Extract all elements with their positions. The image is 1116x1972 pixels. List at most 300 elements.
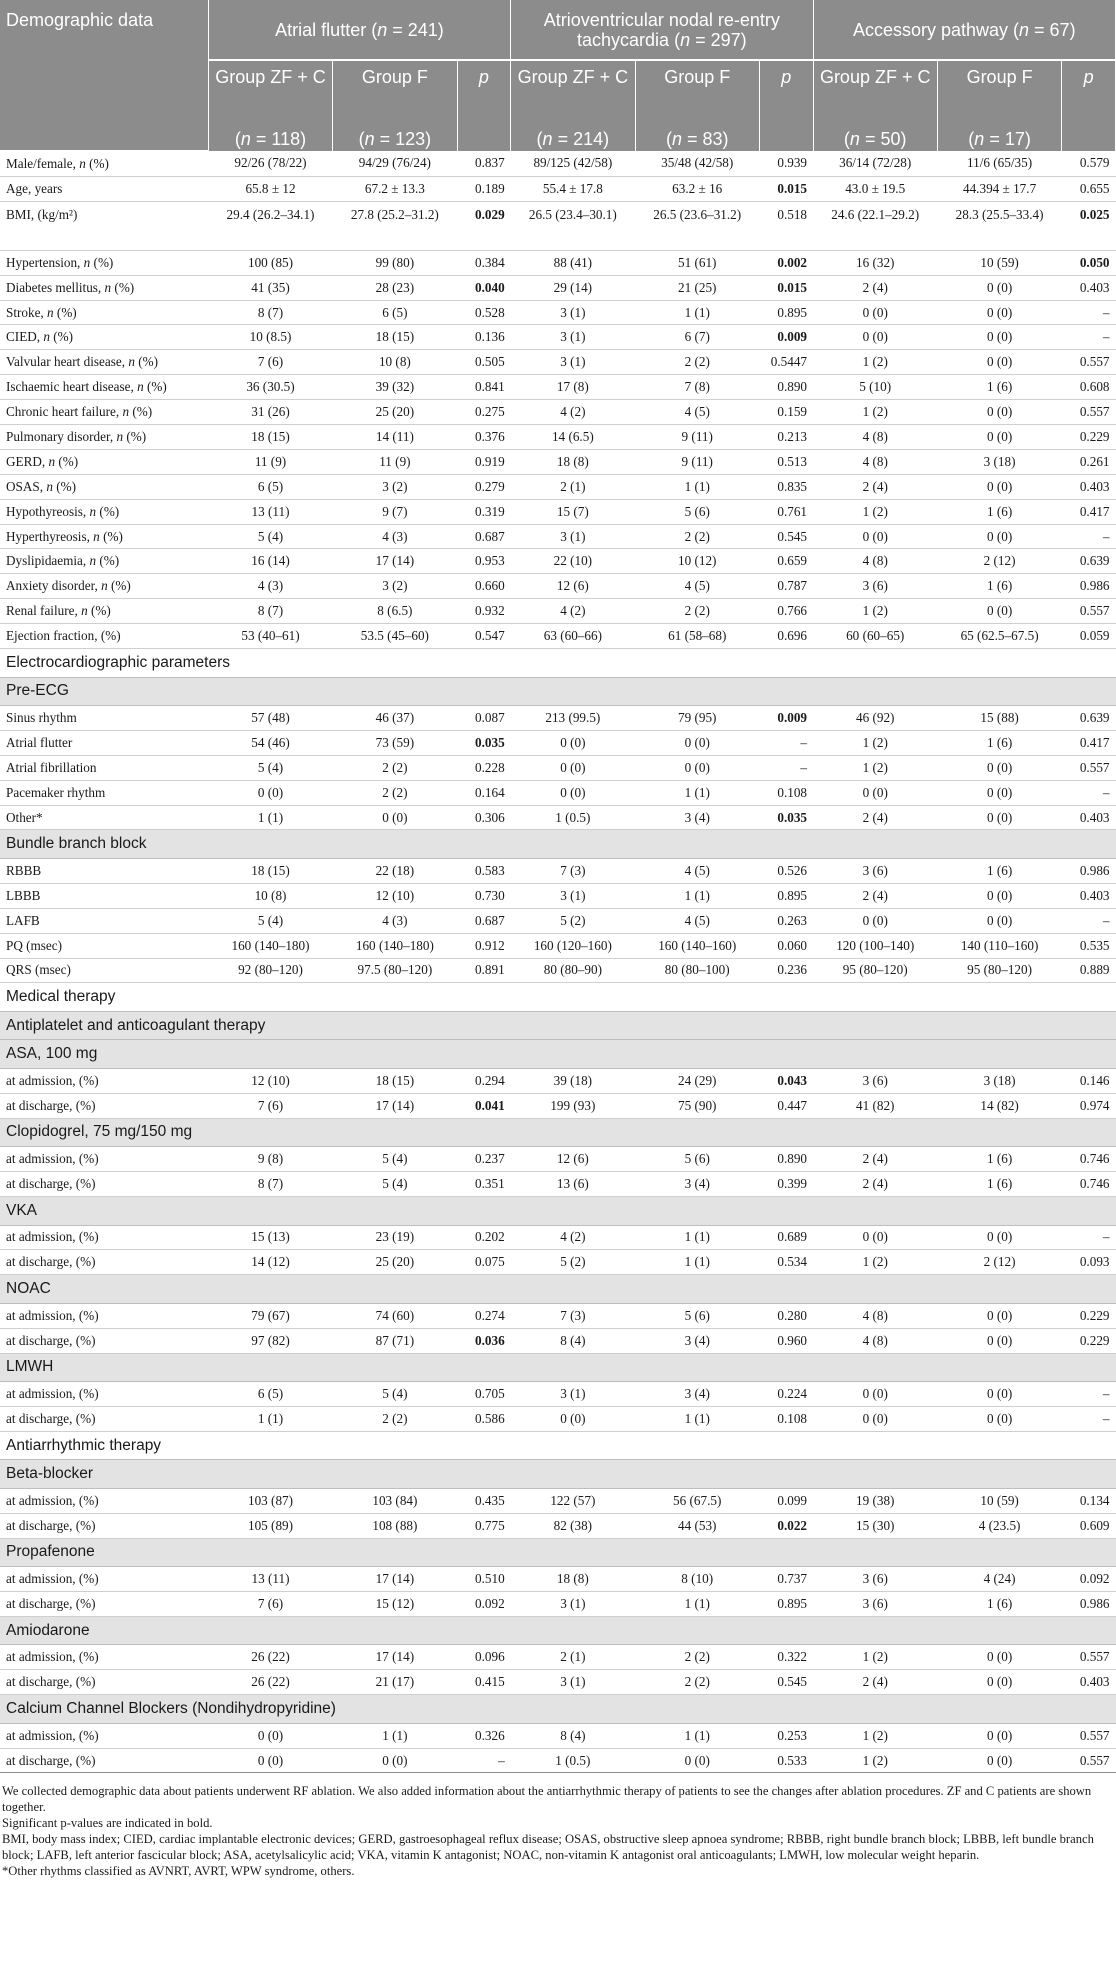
- header-n: (n = 123): [333, 116, 457, 151]
- value-cell: 22 (18): [333, 858, 457, 883]
- section-label: Medical therapy: [0, 983, 1116, 1012]
- value-cell: 15 (88): [937, 706, 1061, 731]
- value-cell: 0 (0): [635, 755, 759, 780]
- table-row: [0, 425, 1116, 450]
- table-row: [0, 805, 1116, 830]
- table-row: [0, 780, 1116, 805]
- value-cell: 140 (110–160): [937, 933, 1061, 958]
- p-value-cell: 0.229: [1062, 1303, 1116, 1328]
- value-cell: 1 (1): [635, 883, 759, 908]
- value-cell: 4 (5): [635, 574, 759, 599]
- value-cell: 57 (48): [208, 706, 332, 731]
- p-value-cell: 0.889: [1062, 958, 1116, 983]
- p-value-cell: 0.557: [1062, 599, 1116, 624]
- p-value-cell: 0.534: [759, 1250, 813, 1275]
- p-value-cell: 0.687: [457, 524, 511, 549]
- header-group: Atrioventricular nodal re-entry tachycardia (n = 297): [511, 0, 813, 60]
- table-body: [0, 151, 1116, 1773]
- p-value-cell: 0.059: [1062, 624, 1116, 649]
- p-value-cell: 0.108: [759, 780, 813, 805]
- p-value-cell: 0.275: [457, 400, 511, 425]
- p-value-cell: 0.224: [759, 1382, 813, 1407]
- value-cell: 0 (0): [813, 325, 937, 350]
- row-label: Dyslipidaemia, n (%): [0, 549, 208, 574]
- value-cell: 0 (0): [937, 300, 1061, 325]
- value-cell: 89/125 (42/58): [511, 151, 635, 176]
- value-cell: 55.4 ± 17.8: [511, 176, 635, 201]
- p-value-cell: –: [457, 1748, 511, 1773]
- p-value-cell: 0.261: [1062, 449, 1116, 474]
- value-cell: 0 (0): [937, 1645, 1061, 1670]
- value-cell: 1 (0.5): [511, 805, 635, 830]
- value-cell: 5 (6): [635, 499, 759, 524]
- p-value-cell: 0.060: [759, 933, 813, 958]
- p-value-cell: 0.960: [759, 1328, 813, 1353]
- subsection-label: ASA, 100 mg: [0, 1040, 1116, 1069]
- value-cell: 1 (2): [813, 599, 937, 624]
- section-header-row: [0, 983, 1116, 1012]
- p-value-cell: 0.189: [457, 176, 511, 201]
- value-cell: 27.8 (25.2–31.2): [333, 201, 457, 250]
- row-label: LAFB: [0, 908, 208, 933]
- p-value-cell: 0.417: [1062, 730, 1116, 755]
- subsection-header-row: [0, 1040, 1116, 1069]
- p-value-cell: 0.041: [457, 1093, 511, 1118]
- value-cell: 2 (2): [333, 780, 457, 805]
- value-cell: 5 (2): [511, 1250, 635, 1275]
- p-value-cell: 0.586: [457, 1406, 511, 1431]
- subsection-label: Amiodarone: [0, 1616, 1116, 1645]
- value-cell: 1 (1): [635, 1406, 759, 1431]
- value-cell: 39 (18): [511, 1068, 635, 1093]
- value-cell: 4 (5): [635, 858, 759, 883]
- value-cell: 0 (0): [937, 1748, 1061, 1773]
- value-cell: 0 (0): [937, 755, 1061, 780]
- value-cell: 4 (24): [937, 1567, 1061, 1592]
- table-row: [0, 1567, 1116, 1592]
- row-label: GERD, n (%): [0, 449, 208, 474]
- value-cell: 39 (32): [333, 375, 457, 400]
- table-row: [0, 449, 1116, 474]
- value-cell: 74 (60): [333, 1303, 457, 1328]
- header-subgroup: Group ZF + C: [208, 60, 332, 116]
- row-label: Ejection fraction, (%): [0, 624, 208, 649]
- row-label: Atrial flutter: [0, 730, 208, 755]
- value-cell: 3 (2): [333, 574, 457, 599]
- p-value-cell: 0.002: [759, 250, 813, 275]
- p-value-cell: 0.022: [759, 1513, 813, 1538]
- row-label: at admission, (%): [0, 1567, 208, 1592]
- p-value-cell: 0.746: [1062, 1147, 1116, 1172]
- p-value-cell: –: [1062, 524, 1116, 549]
- p-value-cell: –: [1062, 325, 1116, 350]
- value-cell: 21 (25): [635, 275, 759, 300]
- row-label: Other*: [0, 805, 208, 830]
- header-n-empty: [457, 116, 511, 151]
- value-cell: 13 (6): [511, 1172, 635, 1197]
- value-cell: 10 (59): [937, 250, 1061, 275]
- p-value-cell: 0.895: [759, 883, 813, 908]
- value-cell: 0 (0): [333, 805, 457, 830]
- value-cell: 0 (0): [813, 300, 937, 325]
- p-value-cell: 0.136: [457, 325, 511, 350]
- value-cell: 0 (0): [208, 1723, 332, 1748]
- value-cell: 5 (6): [635, 1303, 759, 1328]
- subsection-header-row: [0, 1616, 1116, 1645]
- section-label: Electrocardiographic parameters: [0, 649, 1116, 678]
- header-group: Atrial flutter (n = 241): [208, 0, 510, 60]
- p-value-cell: 0.280: [759, 1303, 813, 1328]
- p-value-cell: 0.689: [759, 1225, 813, 1250]
- value-cell: 3 (1): [511, 1670, 635, 1695]
- row-label: at admission, (%): [0, 1382, 208, 1407]
- header-n: (n = 83): [635, 116, 759, 151]
- row-label: at discharge, (%): [0, 1748, 208, 1773]
- p-value-cell: 0.528: [457, 300, 511, 325]
- subsection-header-row: [0, 1011, 1116, 1040]
- value-cell: 1 (1): [635, 1723, 759, 1748]
- table-row: [0, 1303, 1116, 1328]
- p-value-cell: 0.403: [1062, 474, 1116, 499]
- p-value-cell: 0.015: [759, 176, 813, 201]
- value-cell: 60 (60–65): [813, 624, 937, 649]
- value-cell: 0 (0): [937, 1328, 1061, 1353]
- value-cell: 17 (14): [333, 1567, 457, 1592]
- value-cell: 15 (7): [511, 499, 635, 524]
- p-value-cell: 0.775: [457, 1513, 511, 1538]
- value-cell: 0 (0): [511, 1406, 635, 1431]
- value-cell: 120 (100–140): [813, 933, 937, 958]
- value-cell: 29 (14): [511, 275, 635, 300]
- value-cell: 95 (80–120): [937, 958, 1061, 983]
- value-cell: 8 (4): [511, 1328, 635, 1353]
- value-cell: 12 (6): [511, 574, 635, 599]
- value-cell: 4 (8): [813, 425, 937, 450]
- p-value-cell: 0.229: [1062, 425, 1116, 450]
- value-cell: 61 (58–68): [635, 624, 759, 649]
- p-value-cell: 0.322: [759, 1645, 813, 1670]
- value-cell: 4 (8): [813, 1328, 937, 1353]
- value-cell: 2 (2): [333, 1406, 457, 1431]
- value-cell: 22 (10): [511, 549, 635, 574]
- value-cell: 15 (13): [208, 1225, 332, 1250]
- value-cell: 4 (2): [511, 599, 635, 624]
- value-cell: 4 (2): [511, 400, 635, 425]
- value-cell: 16 (32): [813, 250, 937, 275]
- value-cell: 105 (89): [208, 1513, 332, 1538]
- value-cell: 5 (4): [333, 1147, 457, 1172]
- value-cell: 46 (92): [813, 706, 937, 731]
- value-cell: 0 (0): [813, 1382, 937, 1407]
- value-cell: 1 (2): [813, 1723, 937, 1748]
- row-label: Hypertension, n (%): [0, 250, 208, 275]
- value-cell: 63 (60–66): [511, 624, 635, 649]
- value-cell: 0 (0): [937, 1670, 1061, 1695]
- table-row: [0, 858, 1116, 883]
- value-cell: 67.2 ± 13.3: [333, 176, 457, 201]
- row-label: Chronic heart failure, n (%): [0, 400, 208, 425]
- value-cell: 100 (85): [208, 250, 332, 275]
- header-n: (n = 17): [937, 116, 1061, 151]
- p-value-cell: 0.659: [759, 549, 813, 574]
- value-cell: 24.6 (22.1–29.2): [813, 201, 937, 250]
- subsection-header-row: [0, 1460, 1116, 1489]
- p-value-cell: 0.403: [1062, 275, 1116, 300]
- p-value-cell: 0.609: [1062, 1513, 1116, 1538]
- value-cell: 0 (0): [937, 883, 1061, 908]
- value-cell: 0 (0): [937, 1303, 1061, 1328]
- value-cell: 53.5 (45–60): [333, 624, 457, 649]
- value-cell: 3 (1): [511, 1592, 635, 1617]
- table-row: [0, 933, 1116, 958]
- footnote-abbreviations: BMI, body mass index; CIED, cardiac implantable electronic devices; GERD, gastroesophageal reflux disease; OSAS, obstructive sleep apnoea syndrome; RBBB, right bundle branch block; LBBB, left bundle branch block; LAFB, left anterior fascicular block; ASA, acetylsalicylic acid; VKA, vitamin K antagonist; NOAC, non-vitamin K antagonist oral anticoagulants; LMWH, low molecular weight heparin.: [2, 1832, 1094, 1863]
- value-cell: 0 (0): [937, 425, 1061, 450]
- header-n-empty: [759, 116, 813, 151]
- value-cell: 0 (0): [511, 780, 635, 805]
- value-cell: 103 (87): [208, 1488, 332, 1513]
- value-cell: 12 (10): [208, 1068, 332, 1093]
- p-value-cell: 0.5447: [759, 350, 813, 375]
- row-label: Ischaemic heart disease, n (%): [0, 375, 208, 400]
- value-cell: 10 (8): [208, 883, 332, 908]
- value-cell: 41 (82): [813, 1093, 937, 1118]
- value-cell: 21 (17): [333, 1670, 457, 1695]
- p-value-cell: 0.108: [759, 1406, 813, 1431]
- value-cell: 23 (19): [333, 1225, 457, 1250]
- table-row: [0, 1093, 1116, 1118]
- p-value-cell: –: [759, 755, 813, 780]
- p-value-cell: 0.557: [1062, 1748, 1116, 1773]
- value-cell: 3 (1): [511, 524, 635, 549]
- table-row: [0, 1382, 1116, 1407]
- table-row: [0, 574, 1116, 599]
- value-cell: 25 (20): [333, 1250, 457, 1275]
- p-value-cell: 0.557: [1062, 1645, 1116, 1670]
- value-cell: 2 (2): [635, 1645, 759, 1670]
- value-cell: 15 (30): [813, 1513, 937, 1538]
- p-value-cell: 0.050: [1062, 250, 1116, 275]
- table-row: [0, 908, 1116, 933]
- p-value-cell: 0.029: [457, 201, 511, 250]
- table-row: [0, 755, 1116, 780]
- p-value-cell: 0.092: [1062, 1567, 1116, 1592]
- value-cell: 75 (90): [635, 1093, 759, 1118]
- p-value-cell: 0.306: [457, 805, 511, 830]
- value-cell: 6 (5): [333, 300, 457, 325]
- p-value-cell: 0.986: [1062, 574, 1116, 599]
- value-cell: 1 (6): [937, 1592, 1061, 1617]
- p-value-cell: 0.939: [759, 151, 813, 176]
- value-cell: 0 (0): [937, 599, 1061, 624]
- p-value-cell: 0.213: [759, 425, 813, 450]
- value-cell: 0 (0): [208, 1748, 332, 1773]
- table-row: [0, 1406, 1116, 1431]
- subsection-label: VKA: [0, 1197, 1116, 1226]
- section-header-row: [0, 649, 1116, 678]
- value-cell: 1 (1): [635, 300, 759, 325]
- value-cell: 26.5 (23.6–31.2): [635, 201, 759, 250]
- p-value-cell: 0.787: [759, 574, 813, 599]
- value-cell: 18 (15): [333, 325, 457, 350]
- p-value-cell: 0.036: [457, 1328, 511, 1353]
- p-value-cell: 0.737: [759, 1567, 813, 1592]
- p-value-cell: 0.384: [457, 250, 511, 275]
- p-value-cell: 0.533: [759, 1748, 813, 1773]
- value-cell: 99 (80): [333, 250, 457, 275]
- value-cell: 28.3 (25.5–33.4): [937, 201, 1061, 250]
- value-cell: 0 (0): [937, 1382, 1061, 1407]
- p-value-cell: 0.895: [759, 1592, 813, 1617]
- value-cell: 44 (53): [635, 1513, 759, 1538]
- value-cell: 160 (140–180): [333, 933, 457, 958]
- subsection-label: Bundle branch block: [0, 830, 1116, 859]
- row-label: Hyperthyreosis, n (%): [0, 524, 208, 549]
- row-label: Diabetes mellitus, n (%): [0, 275, 208, 300]
- value-cell: 9 (7): [333, 499, 457, 524]
- p-value-cell: 0.035: [457, 730, 511, 755]
- table-row: [0, 1670, 1116, 1695]
- footnote-significance: Significant p-values are indicated in bold.: [2, 1816, 213, 1831]
- value-cell: 13 (11): [208, 1567, 332, 1592]
- value-cell: 11 (9): [208, 449, 332, 474]
- table-row: [0, 958, 1116, 983]
- value-cell: 1 (2): [813, 1645, 937, 1670]
- subsection-label: Clopidogrel, 75 mg/150 mg: [0, 1118, 1116, 1147]
- value-cell: 80 (80–90): [511, 958, 635, 983]
- p-value-cell: 0.746: [1062, 1172, 1116, 1197]
- value-cell: 3 (1): [511, 883, 635, 908]
- value-cell: 0 (0): [937, 524, 1061, 549]
- value-cell: 95 (80–120): [813, 958, 937, 983]
- p-value-cell: 0.513: [759, 449, 813, 474]
- subsection-header-row: [0, 1197, 1116, 1226]
- value-cell: 0 (0): [937, 275, 1061, 300]
- value-cell: 35/48 (42/58): [635, 151, 759, 176]
- value-cell: 28 (23): [333, 275, 457, 300]
- header-n: (n = 118): [208, 116, 332, 151]
- value-cell: 2 (4): [813, 883, 937, 908]
- value-cell: 8 (4): [511, 1723, 635, 1748]
- value-cell: 13 (11): [208, 499, 332, 524]
- p-value-cell: 0.099: [759, 1488, 813, 1513]
- p-value-cell: 0.974: [1062, 1093, 1116, 1118]
- subsection-label: Beta-blocker: [0, 1460, 1116, 1489]
- row-label: LBBB: [0, 883, 208, 908]
- subsection-header-row: [0, 1695, 1116, 1724]
- p-value-cell: –: [1062, 300, 1116, 325]
- value-cell: 1 (1): [208, 1406, 332, 1431]
- header-subgroup: Group F: [635, 60, 759, 116]
- p-value-cell: 0.399: [759, 1172, 813, 1197]
- row-label: Pulmonary disorder, n (%): [0, 425, 208, 450]
- p-value-cell: 0.912: [457, 933, 511, 958]
- row-label: at admission, (%): [0, 1068, 208, 1093]
- value-cell: 0 (0): [635, 1748, 759, 1773]
- row-label: RBBB: [0, 858, 208, 883]
- value-cell: 92 (80–120): [208, 958, 332, 983]
- value-cell: 1 (2): [813, 1250, 937, 1275]
- p-value-cell: 0.040: [457, 275, 511, 300]
- table-row: [0, 1592, 1116, 1617]
- subsection-header-row: [0, 1275, 1116, 1304]
- value-cell: 213 (99.5): [511, 706, 635, 731]
- row-label: Anxiety disorder, n (%): [0, 574, 208, 599]
- p-value-cell: 0.146: [1062, 1068, 1116, 1093]
- p-value-cell: 0.557: [1062, 1723, 1116, 1748]
- p-value-cell: 0.228: [457, 755, 511, 780]
- value-cell: 7 (8): [635, 375, 759, 400]
- value-cell: 18 (15): [333, 1068, 457, 1093]
- p-value-cell: 0.579: [1062, 151, 1116, 176]
- row-label: CIED, n (%): [0, 325, 208, 350]
- p-value-cell: 0.557: [1062, 755, 1116, 780]
- value-cell: 1 (2): [813, 499, 937, 524]
- p-value-cell: 0.403: [1062, 1670, 1116, 1695]
- p-value-cell: 0.986: [1062, 1592, 1116, 1617]
- value-cell: 0 (0): [937, 908, 1061, 933]
- value-cell: 4 (5): [635, 400, 759, 425]
- value-cell: 19 (38): [813, 1488, 937, 1513]
- row-label: at admission, (%): [0, 1723, 208, 1748]
- table-row: [0, 524, 1116, 549]
- value-cell: 1 (2): [813, 755, 937, 780]
- value-cell: 2 (2): [635, 599, 759, 624]
- p-value-cell: 0.545: [759, 524, 813, 549]
- value-cell: 10 (59): [937, 1488, 1061, 1513]
- value-cell: 63.2 ± 16: [635, 176, 759, 201]
- row-label: Hypothyreosis, n (%): [0, 499, 208, 524]
- table-row: [0, 375, 1116, 400]
- row-label: QRS (msec): [0, 958, 208, 983]
- value-cell: 1 (1): [635, 474, 759, 499]
- row-label: Age, years: [0, 176, 208, 201]
- value-cell: 3 (18): [937, 1068, 1061, 1093]
- value-cell: 5 (4): [333, 1382, 457, 1407]
- value-cell: 15 (12): [333, 1592, 457, 1617]
- value-cell: 0 (0): [937, 400, 1061, 425]
- value-cell: 26 (22): [208, 1645, 332, 1670]
- p-value-cell: –: [1062, 780, 1116, 805]
- header-p: p: [759, 60, 813, 116]
- value-cell: 79 (95): [635, 706, 759, 731]
- table-row: [0, 1645, 1116, 1670]
- row-label: at discharge, (%): [0, 1592, 208, 1617]
- p-value-cell: –: [1062, 1382, 1116, 1407]
- value-cell: 0 (0): [208, 780, 332, 805]
- value-cell: 56 (67.5): [635, 1488, 759, 1513]
- value-cell: 2 (4): [813, 275, 937, 300]
- header-subgroup: Group ZF + C: [813, 60, 937, 116]
- value-cell: 108 (88): [333, 1513, 457, 1538]
- row-label: at admission, (%): [0, 1303, 208, 1328]
- p-value-cell: 0.009: [759, 706, 813, 731]
- header-subgroup: Group F: [333, 60, 457, 116]
- footnote-other-rhythms: *Other rhythms classified as AVNRT, AVRT, WPW syndrome, others.: [2, 1864, 355, 1879]
- section-label: Antiarrhythmic therapy: [0, 1431, 1116, 1460]
- value-cell: 3 (1): [511, 350, 635, 375]
- subsection-label: Propafenone: [0, 1538, 1116, 1567]
- value-cell: 14 (12): [208, 1250, 332, 1275]
- value-cell: 2 (2): [333, 755, 457, 780]
- value-cell: 6 (5): [208, 474, 332, 499]
- p-value-cell: 0.919: [457, 449, 511, 474]
- value-cell: 3 (6): [813, 1592, 937, 1617]
- value-cell: 103 (84): [333, 1488, 457, 1513]
- value-cell: 4 (23.5): [937, 1513, 1061, 1538]
- value-cell: 2 (4): [813, 1172, 937, 1197]
- value-cell: 3 (6): [813, 1567, 937, 1592]
- row-label: Sinus rhythm: [0, 706, 208, 731]
